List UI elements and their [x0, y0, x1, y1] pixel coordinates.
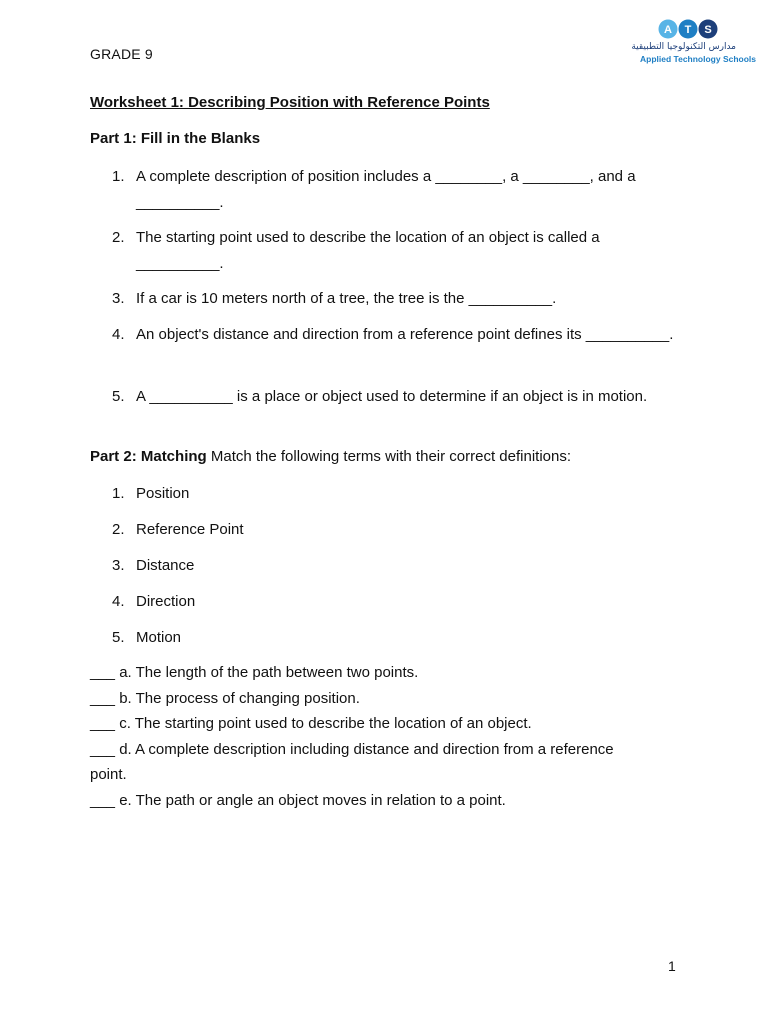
- part1-heading: [90, 130, 260, 147]
- term-number: 5.: [112, 629, 125, 646]
- worksheet-title: Worksheet 1: Describing Position with Reference Points: [90, 94, 490, 111]
- matching-term-1: [112, 485, 189, 502]
- question-4: [112, 322, 682, 348]
- logo-arabic-name: مدارس التكنولوجيا التطبيقية: [631, 42, 736, 52]
- definition-e: ___ e. The path or angle an object moves in relation to a point.: [90, 791, 506, 809]
- logo-english-name: Applied Technology Schools: [640, 54, 757, 64]
- term-label: Distance: [136, 557, 195, 574]
- question-1: [112, 164, 682, 216]
- question-text: An object's distance and direction from a reference point defines its __________.: [136, 326, 674, 343]
- part2-heading-bold: Part 2: Matching: [90, 448, 207, 465]
- definition-d: ___ d. A complete description including distance and direction from a reference point.: [90, 740, 614, 783]
- grade-label: GRADE 9: [90, 46, 153, 62]
- term-label: Reference Point: [136, 521, 244, 538]
- question-number: 4.: [112, 326, 125, 343]
- matching-term-5: [112, 629, 181, 646]
- question-text: If a car is 10 meters north of a tree, the tree is the __________.: [136, 290, 557, 307]
- term-number: 1.: [112, 485, 125, 502]
- question-text: A __________ is a place or object used to determine if an object is in motion.: [136, 388, 648, 405]
- question-text: The starting point used to describe the location of an object is called a __________.: [136, 229, 600, 272]
- term-number: 3.: [112, 557, 125, 574]
- definitions-list: [90, 660, 650, 813]
- term-number: 4.: [112, 593, 125, 610]
- logo-letter-s: S: [704, 24, 712, 36]
- matching-term-3: [112, 557, 194, 574]
- matching-term-2: [112, 521, 244, 538]
- part2-heading-instructions: Match the following terms with their correct definitions:: [206, 448, 572, 465]
- logo-letter-t: T: [684, 24, 692, 36]
- part2-heading: [90, 448, 571, 465]
- term-number: 2.: [112, 521, 125, 538]
- part1-heading-text: Part 1: Fill in the Blanks: [90, 130, 261, 147]
- matching-term-4: [112, 593, 195, 610]
- page-number: 1: [668, 958, 676, 974]
- term-label: Position: [136, 485, 190, 502]
- question-3: [112, 286, 682, 312]
- question-number: 2.: [112, 229, 125, 246]
- question-text: A complete description of position includes a ________, a ________, and a __________.: [136, 168, 636, 211]
- question-number: 5.: [112, 388, 125, 405]
- question-number: 1.: [112, 168, 125, 185]
- definition-b: ___ b. The process of changing position.: [90, 689, 360, 707]
- term-label: Direction: [136, 593, 196, 610]
- definition-a: ___ a. The length of the path between two points.: [90, 664, 419, 681]
- question-number: 3.: [112, 290, 125, 307]
- question-2: [112, 225, 682, 277]
- school-logo: [631, 18, 757, 70]
- term-label: Motion: [136, 629, 182, 646]
- question-5: [112, 384, 682, 410]
- logo-letter-a: A: [664, 24, 672, 36]
- ats-logo-icon: [658, 18, 718, 40]
- definition-c: ___ c. The starting point used to describe the location of an object.: [90, 715, 532, 732]
